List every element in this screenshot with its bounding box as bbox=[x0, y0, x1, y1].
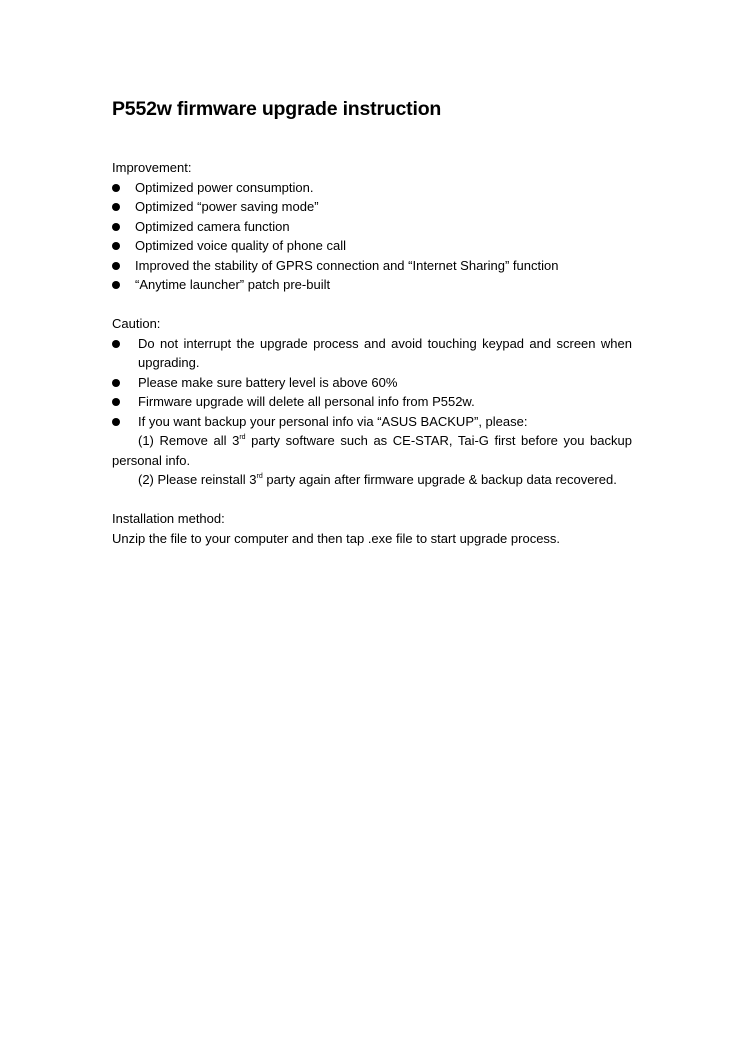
caution-item: If you want backup your personal info via “ASUS BACKUP”, please: bbox=[138, 413, 528, 429]
caution-item: Firmware upgrade will delete all personal info from P552w. bbox=[138, 394, 475, 409]
bullet-icon bbox=[112, 340, 120, 348]
installation-label: Installation method: bbox=[112, 511, 225, 526]
step2-superscript: rd bbox=[256, 472, 263, 480]
list-item bbox=[112, 412, 632, 432]
caution-section bbox=[112, 314, 632, 490]
bullet-icon bbox=[112, 203, 120, 211]
improvement-label: Improvement: bbox=[112, 160, 192, 175]
step1-prefix: (1) Remove all 3 bbox=[138, 433, 240, 448]
improvement-item: Optimized power consumption. bbox=[135, 179, 314, 195]
list-item bbox=[112, 373, 632, 393]
list-item bbox=[112, 178, 632, 198]
bullet-icon bbox=[112, 262, 120, 270]
step2-suffix: party again after firmware upgrade & backup data recovered. bbox=[262, 472, 617, 487]
list-item bbox=[112, 334, 632, 373]
caution-item: Do not interrupt the upgrade process and avoid touching keypad and screen when upgrading. bbox=[138, 335, 632, 370]
list-item bbox=[112, 236, 632, 256]
improvement-section bbox=[112, 158, 632, 295]
list-item bbox=[112, 275, 632, 295]
improvement-list bbox=[112, 178, 632, 295]
bullet-icon bbox=[112, 242, 120, 250]
bullet-icon bbox=[112, 398, 120, 406]
list-item bbox=[112, 256, 632, 276]
bullet-icon bbox=[112, 379, 120, 387]
backup-step-1 bbox=[112, 431, 632, 470]
installation-text: Unzip the file to your computer and then tap .exe file to start upgrade process. bbox=[112, 530, 561, 546]
list-item bbox=[112, 392, 632, 412]
bullet-icon bbox=[112, 184, 120, 192]
improvement-item: Optimized camera function bbox=[135, 218, 290, 234]
step1-suffix: party software such as CE-STAR, Tai-G first before you backup personal info. bbox=[112, 433, 632, 468]
caution-list bbox=[112, 334, 632, 432]
caution-label: Caution: bbox=[112, 316, 161, 331]
improvement-item: Optimized voice quality of phone call bbox=[135, 238, 347, 253]
step1-superscript: rd bbox=[239, 433, 246, 441]
document-title: P552w firmware upgrade instruction bbox=[112, 98, 442, 120]
improvement-item: Optimized “power saving mode” bbox=[135, 199, 319, 214]
bullet-icon bbox=[112, 223, 120, 231]
bullet-icon bbox=[112, 418, 120, 426]
installation-section bbox=[112, 509, 632, 548]
bullet-icon bbox=[112, 281, 120, 289]
improvement-item: Improved the stability of GPRS connection and “Internet Sharing” function bbox=[135, 257, 559, 273]
caution-item: Please make sure battery level is above 60% bbox=[138, 374, 398, 390]
step2-prefix: (2) Please reinstall 3 bbox=[138, 472, 257, 487]
document-page bbox=[112, 96, 632, 548]
improvement-item: “Anytime launcher” patch pre-built bbox=[135, 277, 331, 292]
list-item bbox=[112, 197, 632, 217]
backup-step-2 bbox=[112, 470, 632, 490]
list-item bbox=[112, 217, 632, 237]
